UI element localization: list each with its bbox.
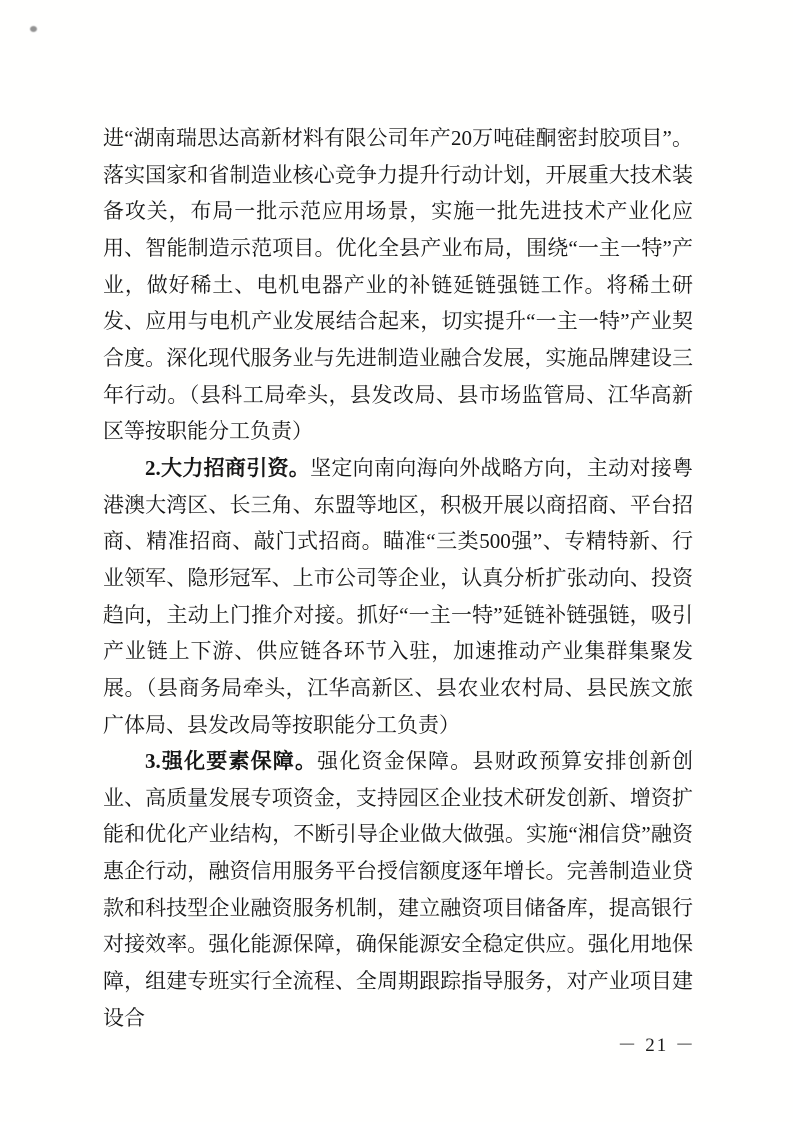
scan-artifact-dot bbox=[30, 26, 37, 32]
paragraph-text: 强化资金保障。县财政预算安排创新创业、高质量发展专项资金，支持园区企业技术研发创新、增资扩能和优化产业结构，不断引导企业做大做强。实施“湘信贷”融资惠企行动，融资信用服务平台授信额度逐年增长。完善制造业贷款和科技型企业融资服务机制，建立融资项目储备库，提高银行对接效率。强化能源保障，确保能源安全稳定供应。强化用地保障，组建专班实行全流程、全周期跟踪指导服务，对产业项目建设合 bbox=[103, 749, 694, 1030]
paragraph-text: 坚定向南向海向外战略方向，主动对接粤港澳大湾区、长三角、东盟等地区，积极开展以商招商、平台招商、精准招商、敲门式招商。瞄准“三类500强”、专精特新、行业领军、隐形冠军、上市公司等企业，认真分析扩张动向、投资趋向，主动上门推介对接。抓好“一主一特”延链补链强链，吸引产业链上下游、供应链各环节入驻，加速推动产业集群集聚发展。（县商务局牵头，江华高新区、县农业农村局、县民族文旅广体局、县发改局等按职能分工负责） bbox=[103, 455, 694, 737]
paragraph-item-3 bbox=[103, 743, 693, 1036]
paragraph-lead: 2.大力招商引资。 bbox=[145, 455, 311, 480]
paragraph-continuation bbox=[103, 120, 693, 450]
document-body bbox=[103, 120, 693, 1036]
paragraph-item-2 bbox=[103, 450, 693, 743]
paragraph-lead: 3.强化要素保障。 bbox=[145, 749, 318, 774]
paragraph-text: 进“湖南瑞思达高新材料有限公司年产20万吨硅酮密封胶项目”。落实国家和省制造业核心竞争力提升行动计划，开展重大技术装备攻关，布局一批示范应用场景，实施一批先进技术产业化应用、智能制造示范项目。优化全县产业布局，围绕“一主一特”产业，做好稀土、电机电器产业的补链延链强链工作。将稀土研发、应用与电机产业发展结合起来，切实提升“一主一特”产业契合度。深化现代服务业与先进制造业融合发展，实施品牌建设三年行动。（县科工局牵头，县发改局、县市场监管局、江华高新区等按职能分工负责） bbox=[103, 126, 693, 444]
page-number: － 21 － bbox=[617, 1035, 696, 1056]
